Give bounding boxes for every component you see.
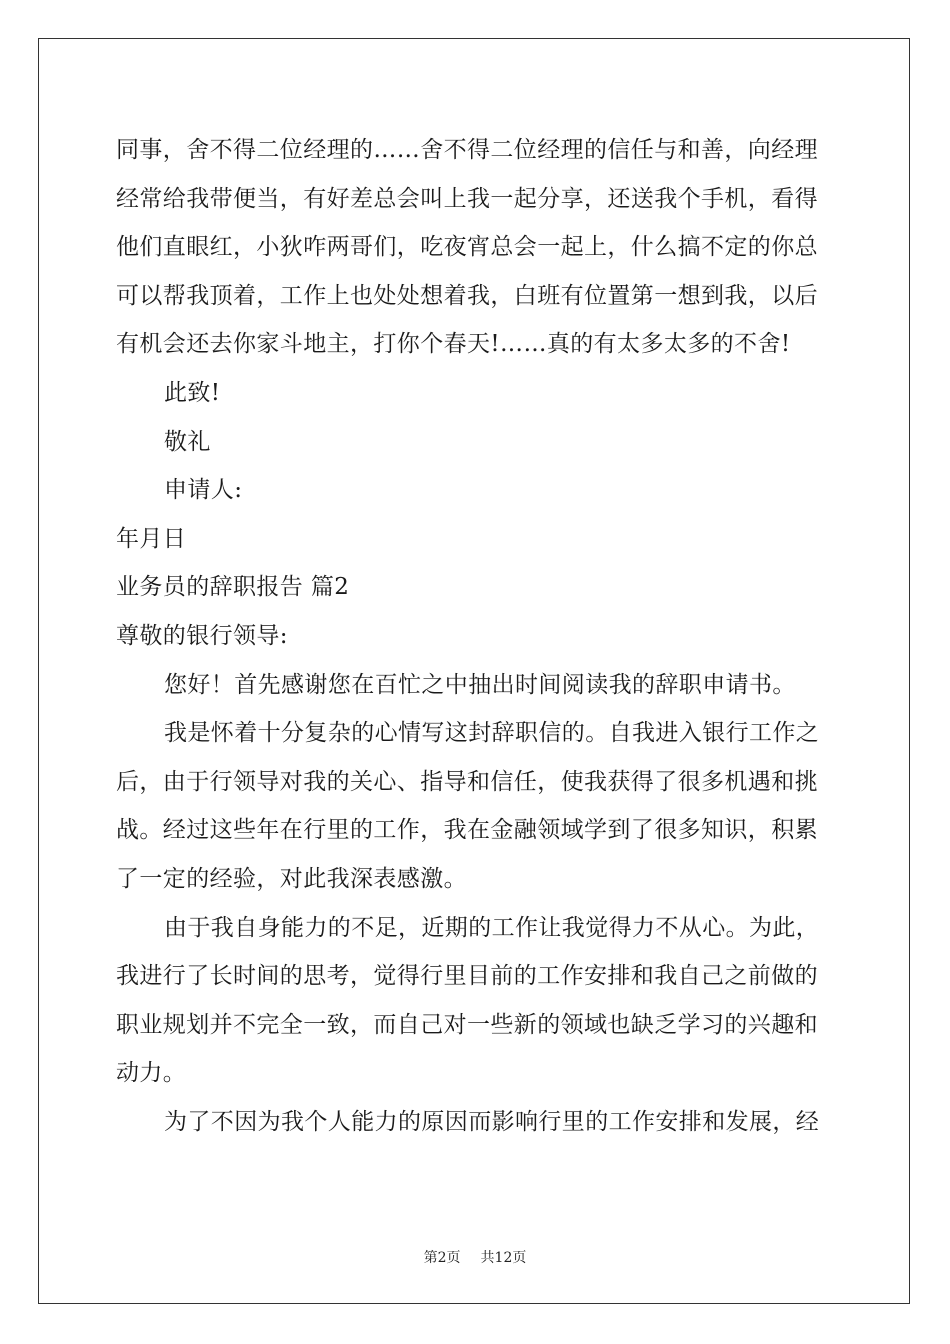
paragraph-line: 职业规划并不完全一致，而自己对一些新的领域也缺乏学习的兴趣和 [116,1011,818,1038]
paragraph-line: 同事，舍不得二位经理的……舍不得二位经理的信任与和善，向经理 [116,137,818,163]
paragraph-line: 战。经过这些年在行里的工作，我在金融领域学到了很多知识，积累 [116,817,818,844]
paragraph-line: 经常给我带便当，有好差总会叫上我一起分享，还送我个手机，看得 [116,185,818,212]
paragraph-line: 有机会还去你家斗地主，打你个春天!……真的有太多太多的不舍! [116,331,791,358]
paragraph-line: 我进行了长时间的思考，觉得行里目前的工作安排和我自己之前做的 [116,963,818,990]
page-total: 共12页 [480,1250,527,1266]
paragraph-line: 您好！首先感谢您在百忙之中抽出时间阅读我的辞职申请书。 [164,671,796,698]
letter-greeting: 尊敬的银行领导: [116,622,288,649]
applicant-label: 申请人: [164,477,243,504]
page-footer [0,1247,950,1267]
closing-regards: 敬礼 [164,428,211,455]
paragraph-line: 为了不因为我个人能力的原因而影响行里的工作安排和发展，经 [164,1108,820,1135]
paragraph-line: 由于我自身能力的不足，近期的工作让我觉得力不从心。为此， [164,914,820,941]
section-title: 业务员的辞职报告 篇2 [116,574,350,601]
date-line: 年月日 [116,525,187,552]
paragraph-line: 我是怀着十分复杂的心情写这封辞职信的。自我进入银行工作之 [164,720,820,747]
paragraph-line: 后，由于行领导对我的关心、指导和信任，使我获得了很多机遇和挑 [116,768,818,795]
page-number: 第2页 [423,1250,461,1266]
paragraph-line: 他们直眼红，小狄咋两哥们，吃夜宵总会一起上，什么搞不定的你总 [116,234,818,261]
paragraph-line: 了一定的经验，对此我深表感激。 [116,865,467,892]
paragraph-line: 动力。 [116,1060,187,1087]
paragraph-line: 可以帮我顶着，工作上也处处想着我，白班有位置第一想到我，以后 [116,282,818,309]
document-body [116,126,836,1146]
closing-salutation: 此致! [164,379,221,406]
